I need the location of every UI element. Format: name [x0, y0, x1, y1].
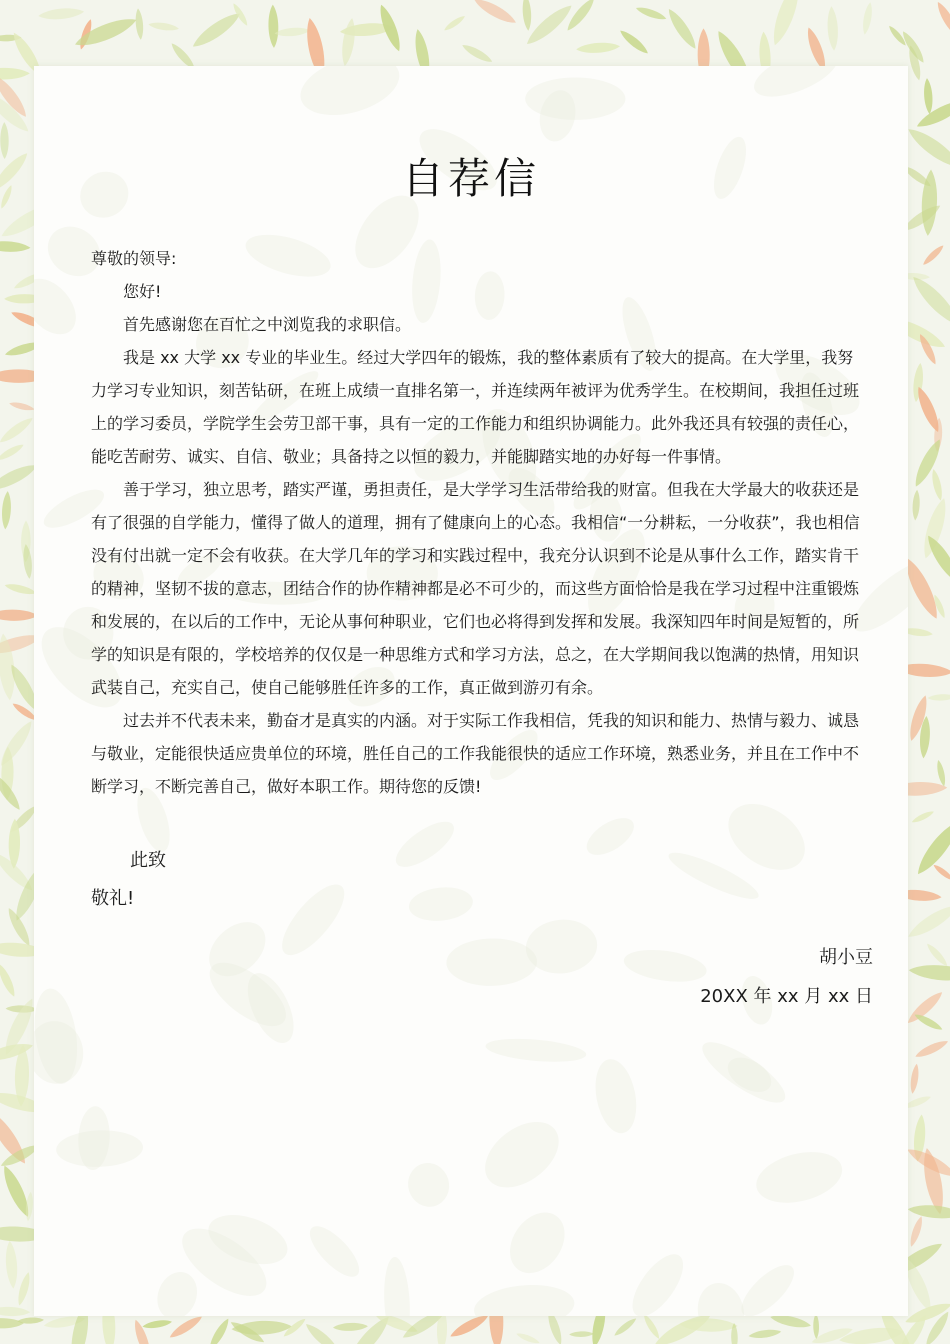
closing-jingli: 敬礼!	[91, 888, 135, 909]
paragraph-thanks: 首先感谢您在百忙之中浏览我的求职信。	[123, 315, 412, 334]
signature-date: 20XX 年 xx 月 xx 日	[700, 986, 873, 1007]
paragraph-commitment: 过去并不代表未来，勤奋才是真实的内涵。对于实际工作我相信，凭我的知识和能力、热情与毅力、诚恳与敬业，定能很快适应贵单位的环境，胜任自己的工作我能很快的适应工作环境，熟悉业务，并且在工作中不断学习，不断完善自己，做好本职工作。期待您的反馈!	[91, 711, 860, 796]
signature-name: 胡小豆	[819, 947, 873, 968]
letter-body	[91, 242, 863, 803]
salutation: 尊敬的领导:	[91, 249, 177, 268]
letter-title: 自荐信	[401, 154, 540, 203]
closing	[91, 842, 166, 918]
paragraph-strengths: 善于学习，独立思考，踏实严谨，勇担责任，是大学学习生活带给我的财富。但我在大学最大的收获还是有了很强的自学能力，懂得了做人的道理，拥有了健康向上的心态。我相信“一分耕耘，一分收获”，我也相信没有付出就一定不会有收获。在大学几年的学习和实践过程中，我充分认识到不论是从事什么工作，踏实肯干的精神，坚韧不拔的意志，团结合作的协作精神都是必不可少的，而这些方面恰恰是我在学习过程中注重锻炼和发展的，在以后的工作中，无论从事何种职业，它们也必将得到发挥和发展。我深知四年时间是短暂的，所学的知识是有限的，学校培养的仅仅是一种思维方式和学习方法，总之，在大学期间我以饱满的热情，用知识武装自己，充实自己，使自己能够胜任许多的工作，真正做到游刃有余。	[91, 480, 860, 697]
closing-cizhi: 此致	[130, 850, 166, 871]
paragraph-background: 我是 xx 大学 xx 专业的毕业生。经过大学四年的锻炼，我的整体素质有了较大的提高。在大学里，我努力学习专业知识，刻苦钻研，在班上成绩一直排名第一，并连续两年被评为优秀学生。在校期间，我担任过班上的学习委员，学院学生会劳卫部干事，具有一定的工作能力和组织协调能力。此外我还具有较强的责任心，能吃苦耐劳、诚实、自信、敬业；具备持之以恒的毅力，并能脚踏实地的办好每一件事情。	[91, 348, 860, 466]
signature-block	[700, 938, 873, 1016]
letter-paper	[34, 66, 908, 1316]
letter-content	[34, 66, 908, 1316]
greeting: 您好!	[123, 282, 162, 301]
